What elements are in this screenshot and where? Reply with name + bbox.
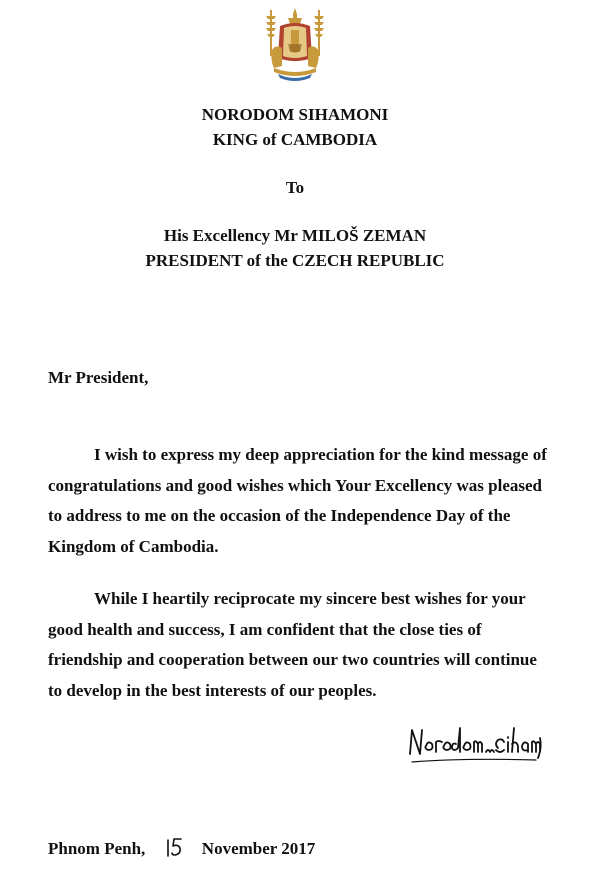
cambodia-royal-arms-icon [262,6,328,84]
to-label: To [285,178,305,197]
sender-title: KING of CAMBODIA [212,130,378,149]
dateline-place: Phnom Penh, [48,839,146,858]
handwritten-signature [404,718,544,768]
recipient-name: His Excellency Mr MILOŠ ZEMAN [163,226,427,245]
handwritten-day [164,836,186,858]
dateline [48,836,315,859]
recipient-title: PRESIDENT of the CZECH REPUBLIC [145,251,445,270]
sender-name: NORODOM SIHAMONI [201,105,389,124]
body-paragraph-2: While I heartily reciprocate my sincere best wishes for your good health and success, I am confident that the close ties of friendship and cooperation between our two countries will continue to develop in the best interests of our peoples. [48,589,537,700]
salutation: Mr President, [48,368,149,387]
dateline-month-year: November 2017 [201,839,316,858]
body-paragraph-1: I wish to express my deep appreciation for the kind message of congratulations and good wishes which Your Excellency was pleased to address to me on the occasion of the Independence Day of the Kingdom of Cambodia. [48,445,547,556]
